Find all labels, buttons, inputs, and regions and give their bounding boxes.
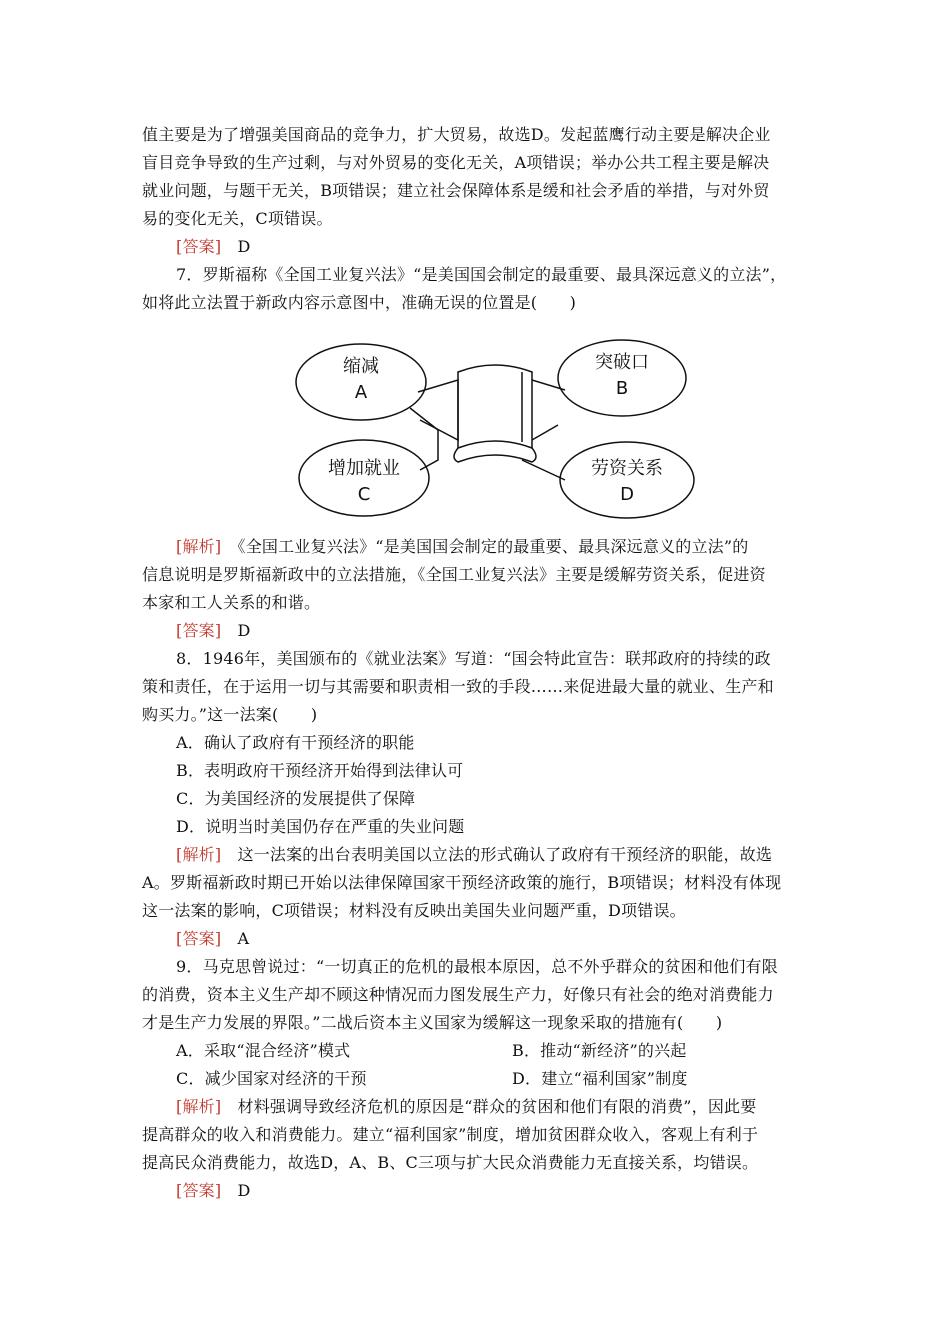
option-a: A．确认了政府有干预经济的职能 [176,733,415,752]
analysis-text: 材料强调导致经济危机的原因是“群众的贫困和他们有限的消费”，因此要 [237,1097,757,1116]
text-line: 就业问题，与题干无关，B项错误；建立社会保障体系是缓和社会矛盾的举措，与对外贸 [142,181,770,200]
option-a: A．采取“混合经济”模式 [176,1041,351,1060]
analysis-tag: [解析] [176,845,222,864]
answer-value: D [237,237,251,256]
question-8-line: 策和责任，在于运用一切与其需要和职责相一致的手段……来促进最大量的就业、生产和 [142,677,774,696]
option-b: B．表明政府干预经济开始得到法律认可 [176,761,464,780]
answer-value: D [237,1181,251,1200]
analysis-line: 本家和工人关系的和谐。 [142,593,321,612]
analysis-line [176,1097,756,1117]
analysis-tag: [解析] [176,537,222,556]
analysis-tag: [解析] [176,1097,222,1116]
answer-tag: [答案] [176,929,222,948]
text-line: 盲目竞争导致的生产过剩，与对外贸易的变化无关，A项错误；举办公共工程主要是解决 [142,153,770,172]
diagram-d-label: 劳资关系 [591,458,663,479]
answer-tag: [答案] [176,237,222,256]
answer-line [176,237,251,257]
answer-value: A [237,929,250,948]
text-line: 值主要是为了增强美国商品的竞争力，扩大贸易，故选D。发起蓝鹰行动主要是解决企业 [142,125,771,144]
diagram-a-letter: A [354,382,368,403]
new-deal-diagram [290,330,700,520]
question-9-line: 9．马克思曾说过：“一切真正的危机的最根本原因，总不外乎群众的贫困和他们有限 [176,957,778,976]
analysis-line: 提高群众的收入和消费能力。建立“福利国家”制度，增加贫困群众收入，客观上有利于 [142,1125,759,1144]
diagram-b-label: 突破口 [595,352,649,373]
option-d: D．建立“福利国家”制度 [512,1069,688,1088]
option-c: C．减少国家对经济的干预 [176,1069,367,1088]
answer-value: D [237,621,251,640]
analysis-line: 这一法案的影响，C项错误；材料没有反映出美国失业问题严重，D项错误。 [142,901,686,920]
analysis-line [176,845,772,865]
question-9-line: 才是生产力发展的界限。”二战后资本主义国家为缓解这一现象采取的措施有( ) [142,1013,723,1032]
analysis-line: A。罗斯福新政时期已开始以法律保障国家干预经济政策的施行，B项错误；材料没有体现 [142,873,782,892]
diagram-c-letter: C [357,484,371,505]
option-b: B．推动“新经济”的兴起 [512,1041,687,1060]
option-c: C．为美国经济的发展提供了保障 [176,789,416,808]
analysis-line: 信息说明是罗斯福新政中的立法措施，《全国工业复兴法》主要是缓解劳资关系，促进资 [142,565,766,584]
answer-tag: [答案] [176,621,222,640]
question-7-line: 7．罗斯福称《全国工业复兴法》“是美国国会制定的最重要、最具深远意义的立法”， [176,265,787,284]
question-7-line: 如将此立法置于新政内容示意图中，准确无误的位置是( ) [142,293,577,312]
question-9-line: 的消费，资本主义生产却不顾这种情况而力图发展生产力，好像只有社会的绝对消费能力 [142,985,774,1004]
analysis-text: 《全国工业复兴法》“是美国国会制定的最重要、最具深远意义的立法”的 [237,537,749,556]
answer-line [176,1181,251,1201]
diagram-d-letter: D [620,484,634,505]
analysis-text: 这一法案的出台表明美国以立法的形式确认了政府有干预经济的职能，故选 [237,845,773,864]
analysis-line: 提高民众消费能力，故选D，A、B、C三项与扩大民众消费能力无直接关系，均错误。 [142,1153,759,1172]
answer-tag: [答案] [176,1181,222,1200]
question-8-line: 8．1946年，美国颁布的《就业法案》写道：“国会特此宣告：联邦政府的持续的政 [176,649,771,668]
diagram-b-letter: B [615,378,629,399]
diagram-a-label: 缩减 [343,356,379,377]
diagram-c-label: 增加就业 [328,458,400,479]
text-line: 易的变化无关，C项错误。 [142,209,333,228]
question-8-line: 购买力。”这一法案( ) [142,705,318,724]
analysis-line [176,537,748,557]
answer-line [176,929,249,949]
option-d: D．说明当时美国仍存在严重的失业问题 [176,817,465,836]
answer-line [176,621,251,641]
